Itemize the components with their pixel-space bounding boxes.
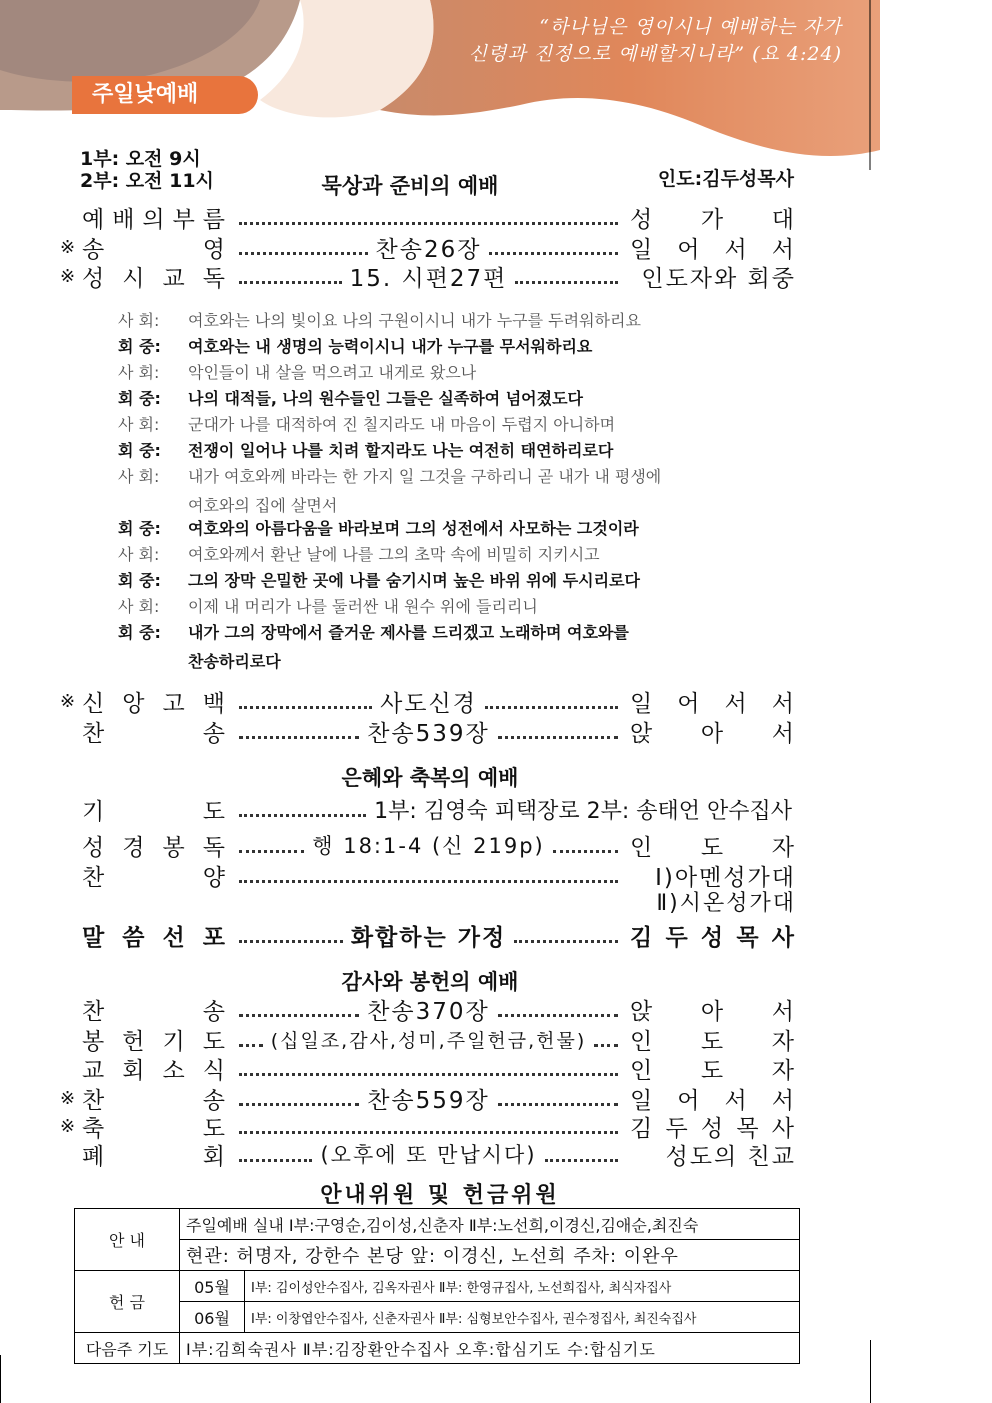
section-meditation: 묵상과 준비의 예배 [321, 174, 499, 198]
item-role-char: 인도자와 회중 [641, 265, 796, 292]
item-detail-text: (십일조,감사,성미,주일헌금,헌물) [270, 1029, 587, 1052]
item-role-char: 목 [736, 924, 761, 951]
item-role-char: 목 [736, 1115, 761, 1142]
item-role-char: 앉 [630, 720, 655, 747]
item-label-char: 포 [202, 924, 227, 951]
time-first: 1부: 오전 9시 [80, 148, 201, 170]
item-role-char: 대 [771, 206, 796, 233]
item-role-char: 서 [771, 720, 796, 747]
item-label-char: 송 [82, 236, 107, 263]
item-role-char: 사 [771, 924, 796, 951]
item-role-char: 자 [771, 834, 796, 861]
offering-label: 헌 금 [75, 1271, 180, 1333]
item-label-char: 선 [162, 924, 187, 951]
item-detail-text: 화합하는 가정 [350, 924, 507, 951]
item-label-char: 봉 [82, 1028, 107, 1055]
order-row [60, 830, 796, 860]
item-label-char: 폐 [82, 1143, 107, 1170]
order-row [60, 232, 796, 262]
item-label-char: 독 [202, 265, 227, 292]
item-role-char: 자 [771, 1057, 796, 1084]
item-role-char: 두 [665, 924, 690, 951]
item-detail [235, 830, 622, 860]
item-label-char: 송 [202, 1087, 227, 1114]
order-row [60, 1083, 796, 1113]
speaker: 사 회: [118, 415, 160, 434]
order-row [60, 794, 796, 824]
month-2: 06월 [180, 1302, 245, 1333]
row-mark: ※ [60, 1115, 78, 1137]
committee-title: 안내위원 및 헌금위원 [320, 1183, 560, 1208]
line-text: 나의 대적들, 나의 원수들인 그들은 실족하여 넘어졌도다 [188, 389, 583, 408]
item-role-char: 서 [771, 690, 796, 717]
dot-leader [239, 940, 343, 943]
item-role-char: 가 [700, 206, 726, 233]
item-detail-text: 찬송370장 [367, 998, 490, 1025]
guide-row-1: 주일예배 실내 Ⅰ부:구영순,김이성,신춘자 Ⅱ부:노선희,이경신,김애순,최진숙 [180, 1209, 800, 1240]
row-mark: ※ [60, 236, 78, 258]
item-role-char: 도 [700, 834, 726, 861]
item-label-char: 회 [122, 1057, 147, 1084]
line-text: 여호와는 나의 빛이요 나의 구원이시니 내가 누구를 두려워하리요 [188, 311, 641, 330]
dot-leader [239, 281, 342, 284]
dot-leader [515, 281, 618, 284]
item-label-char: 름 [202, 206, 227, 233]
time-second: 2부: 오전 11시 [80, 170, 214, 192]
item-role-char: 인 [630, 834, 655, 861]
item-detail-text: 행 18:1-4 (신 219p) [312, 834, 545, 858]
item-label-char: 백 [202, 690, 227, 717]
verse-line-1: “하나님은 영이시니 예배하는 자가 [539, 16, 842, 38]
item-label-char: 신 [82, 690, 107, 717]
row-mark: ※ [60, 1087, 78, 1109]
item-label [82, 829, 227, 862]
dot-leader [498, 736, 618, 739]
item-role-char: 일 [630, 1087, 655, 1114]
guide-label: 안 내 [75, 1209, 180, 1271]
line-text: 여호와의 아름다움을 바라보며 그의 성전에서 사모하는 그것이라 [188, 519, 639, 538]
item-label-char: 말 [82, 924, 107, 951]
item-label-char: 성 [82, 834, 107, 861]
item-label-char: 기 [82, 798, 107, 825]
item-label-char: 축 [82, 1115, 107, 1142]
item-label-char: 영 [202, 236, 227, 263]
dot-leader [239, 222, 618, 225]
order-row [60, 686, 796, 716]
prayer-text: Ⅰ부:김희숙권사 Ⅱ부:김장환안수집사 오후:합심기도 수:합심기도 [180, 1333, 800, 1364]
leader: 인도:김두성목사 [657, 168, 794, 190]
speaker: 사 회: [118, 545, 160, 564]
row-mark: ※ [60, 690, 78, 712]
item-label-char: 송 [202, 998, 227, 1025]
item-role-char: 인 [630, 1028, 655, 1055]
item-label [82, 919, 227, 952]
line-text: 여호와는 내 생명의 능력이시니 내가 누구를 무서워하리요 [188, 337, 593, 356]
responsive-line [118, 620, 818, 646]
item-role-char: 성 [700, 1115, 726, 1142]
line-text: 악인들이 내 살을 먹으려고 내게로 왔으나 [188, 363, 477, 382]
item-detail [235, 715, 622, 748]
item-role-char: 서 [724, 690, 749, 717]
dot-leader [239, 1131, 618, 1134]
item-label-char: 도 [202, 798, 227, 825]
item-label [82, 201, 227, 234]
item-label-char: 씀 [122, 924, 147, 951]
dot-leader [239, 814, 366, 817]
dot-leader [239, 252, 368, 255]
item-detail [235, 874, 622, 877]
item-detail-text: 찬송26장 [375, 236, 482, 263]
dot-leader [553, 850, 618, 853]
responsive-line [118, 542, 818, 568]
item-label-char: 찬 [82, 998, 107, 1025]
responsive-line [118, 568, 818, 594]
item-role-char: 사 [771, 1115, 796, 1142]
responsive-line-cont: 찬송하리로다 [188, 652, 281, 671]
line-text: 이제 내 머리가 나를 둘러싼 내 원수 위에 들리리니 [188, 597, 538, 616]
item-role-char: 도 [700, 1028, 726, 1055]
dot-leader [545, 1159, 618, 1162]
item-role-char: 서 [771, 1087, 796, 1114]
item-label-char: 의 [142, 206, 167, 233]
item-label-char: 소 [162, 1057, 187, 1084]
item-label [82, 715, 227, 748]
line-text: 그의 장막 은밀한 곳에 나를 숨기시며 높은 바위 위에 두시리로다 [188, 571, 640, 590]
item-label-char: 시 [122, 265, 147, 292]
item-role [630, 260, 796, 293]
responsive-line [118, 386, 818, 412]
item-role-char: 김 [630, 1115, 655, 1142]
item-label-char: 예 [82, 206, 107, 233]
item-label-char: 교 [162, 265, 187, 292]
responsive-line [118, 334, 818, 360]
item-role [630, 201, 796, 234]
item-label-char: 앙 [122, 690, 147, 717]
item-role [630, 919, 796, 952]
section-thanks: 감사와 봉헌의 예배 [341, 970, 519, 994]
item-label-char: 경 [122, 834, 147, 861]
item-label [82, 993, 227, 1026]
item-label-char: 독 [202, 834, 227, 861]
month-2-text: Ⅰ부: 이창엽안수집사, 신춘자권사 Ⅱ부: 심형보안수집사, 권수정집사, 최진숙집사 [245, 1302, 800, 1333]
item-role-char: 아 [700, 720, 726, 747]
dot-leader [239, 1103, 359, 1106]
dot-leader [498, 1014, 618, 1017]
responsive-line [118, 360, 818, 386]
item-detail [235, 1067, 622, 1070]
item-role [630, 715, 796, 748]
item-label-char: 배 [112, 206, 137, 233]
item-detail [235, 993, 622, 1026]
dot-leader [485, 706, 618, 709]
dot-leader [239, 850, 304, 853]
item-label [82, 260, 227, 293]
item-detail-text: (오후에 또 만납시다) [320, 1143, 537, 1167]
line-text: 전쟁이 일어나 나를 치려 할지라도 나는 여전히 태연하리로다 [188, 441, 614, 460]
item-detail [235, 919, 622, 952]
item-label-char: 식 [202, 1057, 227, 1084]
item-role-char: 도 [700, 1057, 726, 1084]
item-role-char: 어 [677, 1087, 702, 1114]
item-label-char: 고 [162, 690, 187, 717]
order-row [60, 994, 796, 1024]
speaker: 회 중: [118, 623, 161, 642]
line-text: 군대가 나를 대적하여 진 칠지라도 내 마음이 두렵지 아니하며 [188, 415, 616, 434]
item-detail [235, 1139, 622, 1169]
header-verse [469, 14, 842, 68]
speaker: 사 회: [118, 311, 160, 330]
item-label-char: 양 [202, 864, 227, 891]
line-text: 여호와께서 환난 날에 나를 그의 초막 속에 비밀히 지키시고 [188, 545, 600, 564]
dot-leader [239, 880, 618, 883]
item-role-char: 두 [665, 1115, 690, 1142]
item-label-char: 찬 [82, 720, 107, 747]
margin-line-right [870, 1340, 871, 1403]
item-role-char: 서 [724, 236, 749, 263]
item-label [82, 685, 227, 718]
order-row [60, 1053, 796, 1083]
item-detail [235, 1125, 622, 1128]
item-role-char: 성 [700, 924, 726, 951]
item-detail [235, 1082, 622, 1115]
dot-leader [239, 1159, 312, 1162]
service-badge: 주일낮예배 [72, 76, 258, 114]
item-label [82, 1052, 227, 1085]
dot-leader [594, 1044, 618, 1047]
item-detail-text: 1부: 김영숙 피택장로 2부: 송태언 안수집사 [374, 798, 792, 824]
responsive-line [118, 594, 818, 620]
item-role-char: 어 [677, 690, 702, 717]
month-1-text: Ⅰ부: 김이성안수집사, 김옥자권사 Ⅱ부: 한영규집사, 노선희집사, 최식자집사 [245, 1271, 800, 1302]
order-row [60, 202, 796, 232]
item-role-char: 일 [630, 690, 655, 717]
order-row [60, 920, 796, 950]
item-label [82, 793, 227, 826]
item-detail-text: 사도신경 [380, 690, 477, 717]
item-detail [235, 685, 622, 718]
order-row [60, 1024, 796, 1054]
responsive-line [118, 438, 818, 464]
item-role [630, 685, 796, 718]
speaker: 사 회: [118, 363, 160, 382]
responsive-line [118, 516, 818, 542]
month-1: 05월 [180, 1271, 245, 1302]
dot-leader [239, 736, 359, 739]
item-role-char: 일 [630, 236, 655, 263]
responsive-line [118, 464, 818, 490]
item-role [630, 1138, 796, 1171]
row-mark: ※ [60, 265, 78, 287]
item-label-char: 도 [202, 1115, 227, 1142]
item-role-char: 아 [700, 998, 726, 1025]
speaker: 회 중: [118, 389, 161, 408]
margin-line-left [0, 1355, 1, 1403]
item-role-char: 앉 [630, 998, 655, 1025]
item-role [630, 1052, 796, 1085]
item-label-char: 회 [202, 1143, 227, 1170]
speaker: 회 중: [118, 337, 161, 356]
dot-leader [498, 1103, 618, 1106]
order-row [60, 1139, 796, 1169]
speaker: 사 회: [118, 467, 160, 486]
dot-leader [239, 706, 372, 709]
item-role-char: 인 [630, 1057, 655, 1084]
item-label-char: 봉 [162, 834, 187, 861]
dot-leader [489, 252, 618, 255]
speaker: 회 중: [118, 519, 161, 538]
item-label-char: 도 [202, 1028, 227, 1055]
item-role-char: 어 [677, 236, 702, 263]
dot-leader [239, 1044, 263, 1047]
item-detail-text: 찬송539장 [367, 720, 490, 747]
dot-leader [514, 940, 618, 943]
item-detail-text: 찬송559장 [367, 1087, 490, 1114]
item-label [82, 859, 227, 892]
item-role-char: 성 [630, 206, 655, 233]
item-label-char: 찬 [82, 864, 107, 891]
item-label-char: 성 [82, 265, 107, 292]
item-role-char: 김 [630, 924, 655, 951]
responsive-line [118, 412, 818, 438]
item-detail [235, 216, 622, 219]
item-role [630, 993, 796, 1026]
responsive-line-cont: 여호와의 집에 살면서 [188, 496, 338, 515]
item-detail [235, 1026, 622, 1053]
item-label-char: 헌 [122, 1028, 147, 1055]
item-label [82, 1138, 227, 1171]
line-text: 내가 여호와께 바라는 한 가지 일 그것을 구하리니 곧 내가 내 평생에 [188, 467, 662, 486]
item-label-char: 부 [172, 206, 197, 233]
item-role-char: 자 [771, 1028, 796, 1055]
item-label-char: 송 [202, 720, 227, 747]
item-role-char: 서 [724, 1087, 749, 1114]
item-label-char: 교 [82, 1057, 107, 1084]
verse-line-2: 신령과 진정으로 예배할지니라” (요 4:24) [468, 43, 842, 65]
order-row [60, 716, 796, 746]
item-detail [235, 794, 796, 825]
item-label-char: 기 [162, 1028, 187, 1055]
responsive-line [118, 308, 818, 334]
committee-table [74, 1208, 800, 1364]
item-role-char: 서 [771, 998, 796, 1025]
speaker: 회 중: [118, 571, 161, 590]
dot-leader [239, 1073, 618, 1076]
item-role-char: 서 [771, 236, 796, 263]
speaker: 회 중: [118, 441, 161, 460]
item-label-char: 찬 [82, 1087, 107, 1114]
dot-leader [239, 1014, 359, 1017]
order-row [60, 261, 796, 291]
item-role-char: 성도의 친교 [665, 1143, 796, 1170]
guide-row-2: 현관: 허명자, 강한수 본당 앞: 이경신, 노선희 주차: 이완우 [180, 1240, 800, 1271]
item-role [630, 829, 796, 862]
prayer-label: 다음주 기도 [75, 1333, 180, 1364]
order-row [60, 1111, 796, 1141]
speaker: 사 회: [118, 597, 160, 616]
item-detail-text: 15. 시편27편 [349, 265, 508, 292]
section-grace: 은혜와 축복의 예배 [341, 766, 519, 790]
line-text: 내가 그의 장막에서 즐거운 제사를 드리겠고 노래하며 여호와를 [188, 623, 629, 642]
item-detail [235, 260, 622, 293]
choir-2: Ⅱ)시온성가대 [656, 891, 796, 916]
item-role-char: Ⅰ)아멘성가대 [655, 864, 796, 891]
